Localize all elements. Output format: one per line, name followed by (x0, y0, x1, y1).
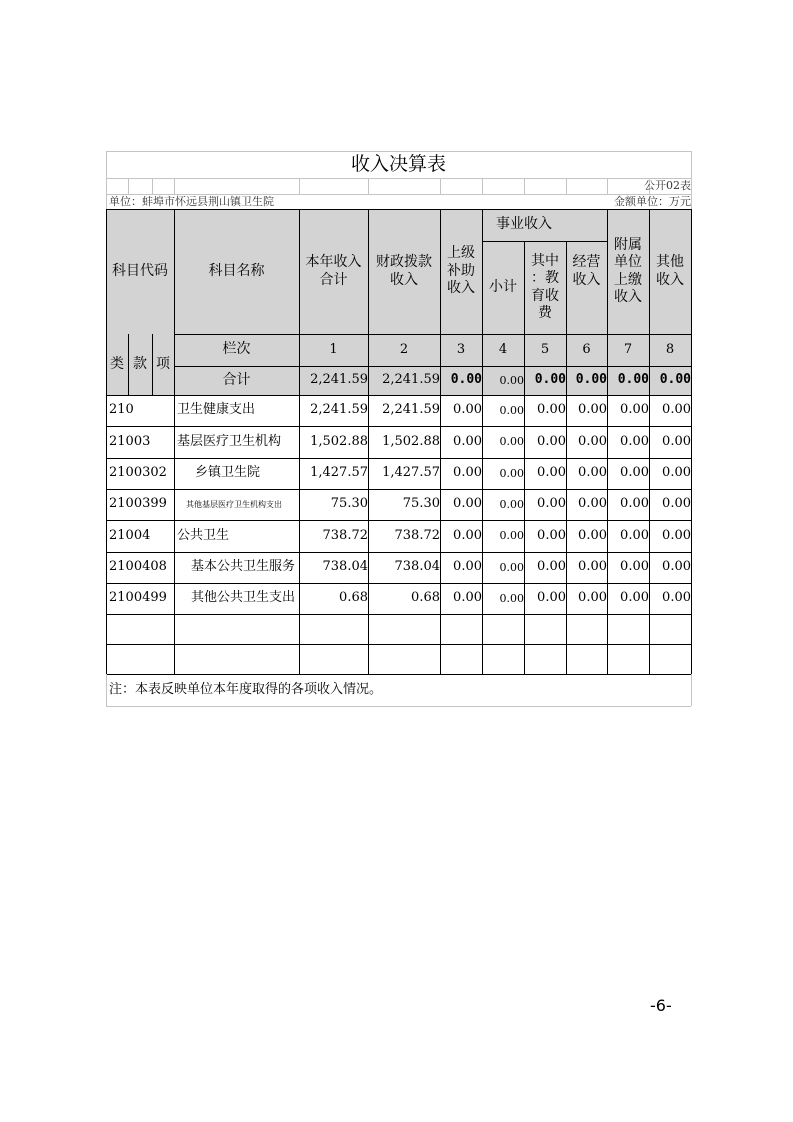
reporting-unit: 单位：蚌埠市怀远县荆山镇卫生院 (109, 194, 274, 208)
row-value: 738.72 (322, 527, 368, 543)
row-name: 基层医疗卫生机构 (177, 433, 282, 449)
grid-line-h (106, 178, 691, 179)
header-kuan: 款 (133, 355, 147, 372)
total-value: 2,241.59 (310, 372, 368, 388)
row-value: 0.00 (662, 496, 691, 512)
row-value: 0.00 (499, 466, 524, 480)
header-fiscal: 财政拨款 收入 (376, 254, 432, 288)
grid-line-v (440, 178, 441, 194)
row-value: 0.00 (537, 590, 566, 606)
row-value: 0.00 (662, 465, 691, 481)
row-value: 0.00 (620, 496, 649, 512)
header-lei: 类 (110, 355, 124, 372)
row-value: 0.00 (578, 402, 607, 418)
header-business: 事业收入 (496, 216, 552, 233)
grid-line-v (299, 178, 300, 194)
row-value: 0.00 (620, 433, 649, 449)
grid-line-v (128, 178, 129, 194)
total-value: 0.00 (534, 372, 566, 388)
row-value: 0.00 (662, 559, 691, 575)
row-value: 0.00 (578, 465, 607, 481)
row-value: 0.00 (578, 496, 607, 512)
row-value: 0.00 (537, 433, 566, 449)
grid-line-v (524, 178, 525, 194)
row-code: 21003 (109, 433, 151, 449)
grid-line-v (368, 178, 369, 194)
row-value: 0.00 (453, 465, 482, 481)
row-value: 75.30 (402, 496, 440, 512)
grid-line-v (482, 178, 483, 194)
row-value: 0.00 (499, 497, 524, 511)
row-code: 210 (109, 402, 134, 418)
row-code: 2100499 (109, 590, 167, 606)
row-value: 0.00 (620, 559, 649, 575)
total-value: 0.00 (450, 372, 482, 388)
total-value: 0.00 (499, 373, 524, 387)
row-value: 0.00 (620, 402, 649, 418)
grid-line-h (106, 706, 691, 707)
row-value: 0.00 (578, 433, 607, 449)
row-value: 0.00 (499, 403, 524, 417)
row-value: 0.00 (578, 590, 607, 606)
grid-line-v (152, 178, 153, 194)
row-value: 0.00 (662, 527, 691, 543)
row-value: 0.68 (411, 590, 440, 606)
header-operating: 经营 收入 (572, 254, 601, 288)
row-value: 738.04 (322, 559, 368, 575)
row-value: 0.00 (578, 559, 607, 575)
grid-line-h (106, 614, 691, 615)
row-code: 2100399 (109, 496, 167, 512)
row-value: 0.00 (499, 560, 524, 574)
row-value: 2,241.59 (382, 402, 440, 418)
row-name: 乡镇卫生院 (195, 465, 261, 481)
row-value: 0.00 (453, 496, 482, 512)
row-value: 0.00 (537, 496, 566, 512)
total-label: 合计 (222, 371, 251, 388)
row-value: 0.00 (453, 402, 482, 418)
row-name: 其他基层医疗卫生机构支出 (186, 499, 282, 509)
row-value: 0.00 (453, 590, 482, 606)
total-value: 0.00 (617, 372, 649, 388)
total-value: 0.00 (575, 372, 607, 388)
total-value: 2,241.59 (382, 372, 440, 388)
row-value: 0.00 (537, 465, 566, 481)
column-number: 6 (582, 341, 591, 357)
column-number: 2 (399, 341, 409, 357)
column-number: 1 (329, 341, 338, 357)
page-number: -6- (650, 996, 672, 1015)
row-name: 其他公共卫生支出 (191, 590, 296, 606)
row-value: 0.00 (453, 527, 482, 543)
column-number: 8 (665, 341, 675, 357)
row-value: 0.00 (620, 465, 649, 481)
grid-line-v (174, 178, 175, 194)
row-value: 0.00 (662, 590, 691, 606)
row-code: 21004 (109, 527, 151, 543)
column-number: 4 (498, 341, 508, 357)
header-other: 其他 收入 (656, 254, 684, 288)
row-value: 1,427.57 (310, 465, 368, 481)
header-total-income: 本年收入 合计 (305, 254, 362, 288)
grid-line-h (106, 644, 691, 645)
row-value: 75.30 (330, 496, 368, 512)
header-education: 其中 ：教 育收 费 (531, 252, 559, 321)
row-value: 0.00 (620, 527, 649, 543)
header-xiang: 项 (156, 355, 170, 372)
table-title: 收入决算表 (350, 152, 446, 175)
row-value: 738.04 (394, 559, 440, 575)
row-value: 0.00 (499, 591, 524, 605)
row-value: 0.00 (662, 402, 691, 418)
row-name: 卫生健康支出 (177, 402, 256, 418)
row-value: 738.72 (394, 527, 440, 543)
column-number: 3 (456, 341, 466, 357)
form-number: 公开02表 (644, 179, 691, 193)
row-value: 0.00 (499, 529, 524, 543)
row-value: 2,241.59 (310, 402, 368, 418)
header-name: 科目名称 (208, 262, 265, 279)
row-value: 0.68 (339, 590, 368, 606)
income-final-accounts-table (106, 151, 691, 706)
row-value: 0.00 (662, 433, 691, 449)
row-value: 0.00 (499, 435, 524, 449)
column-number: 7 (623, 341, 633, 357)
header-subtotal: 小计 (489, 278, 517, 295)
header-superior: 上级 补助 收入 (447, 245, 475, 297)
table-note: 注：本表反映单位本年度取得的各项收入情况。 (109, 681, 383, 697)
row-value: 0.00 (537, 402, 566, 418)
row-value: 1,502.88 (310, 433, 368, 449)
grid-line-v (607, 178, 608, 194)
header-affiliated: 附属 单位 上缴 收入 (614, 236, 642, 305)
row-value: 0.00 (578, 527, 607, 543)
row-value: 0.00 (620, 590, 649, 606)
row-value: 1,427.57 (382, 465, 440, 481)
row-code: 2100302 (109, 465, 167, 481)
row-value: 0.00 (537, 527, 566, 543)
column-number: 5 (540, 341, 550, 357)
row-name: 基本公共卫生服务 (191, 559, 296, 575)
row-value: 0.00 (453, 433, 482, 449)
header-code: 科目代码 (112, 262, 168, 279)
header-column-index: 栏次 (222, 341, 251, 358)
grid-line-v (566, 178, 567, 194)
row-value: 0.00 (453, 559, 482, 575)
row-value: 1,502.88 (382, 433, 440, 449)
row-name: 公共卫生 (177, 527, 230, 543)
total-value: 0.00 (659, 372, 691, 388)
row-value: 0.00 (537, 559, 566, 575)
amount-unit: 金额单位：万元 (614, 194, 691, 208)
row-code: 2100408 (109, 559, 167, 575)
